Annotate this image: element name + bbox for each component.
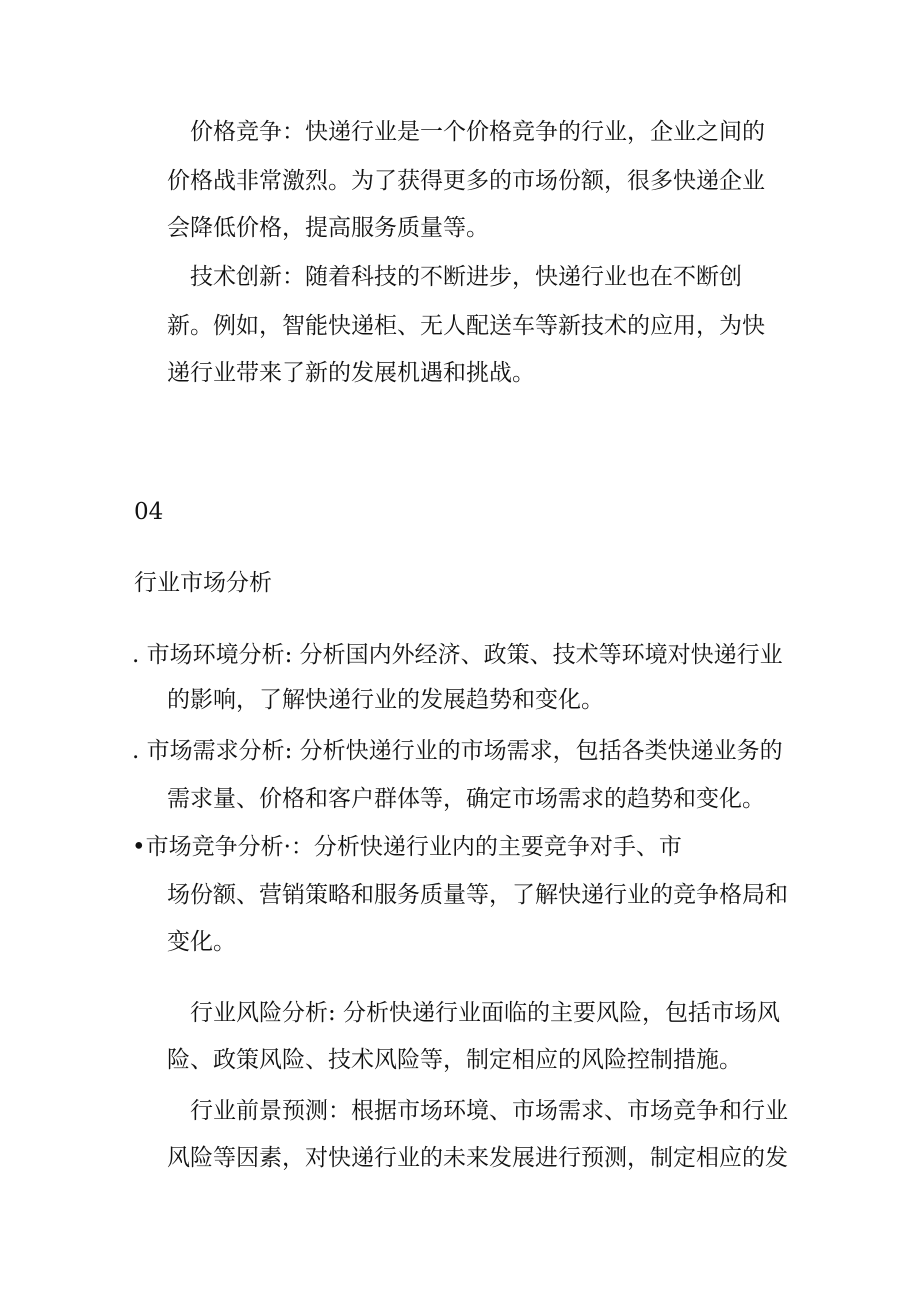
paragraph-line: 会降低价格，提高服务质量等。 — [167, 215, 489, 241]
paragraph-line: 价格战非常激烈。为了获得更多的市场份额，很多快递企业 — [167, 168, 765, 194]
paragraph-line: 行业前景预测：根据市场环境、市场需求、市场竞争和行业 — [190, 1098, 788, 1124]
paragraph-line: 行业风险分析: 分析快递行业面临的主要风险，包括市场风 — [190, 1000, 781, 1026]
section-number: 04 — [134, 499, 164, 525]
paragraph-line: 新。例如，智能快递柜、无人配送车等新技术的应用，为快 — [167, 313, 765, 339]
paragraph-line: 递行业带来了新的发展机遇和挑战。 — [167, 360, 535, 386]
paragraph-line: 技术创新：随着科技的不断进步，快递行业也在不断创 — [190, 264, 742, 290]
section-title: 行业市场分析 — [134, 570, 272, 596]
list-item-line: . 市场环境分析: 分析国内外经济、政策、技术等环境对快递行业 — [132, 642, 783, 668]
list-item-line: •市场竞争分析·：分析快递行业内的主要竞争对手、市 — [132, 834, 682, 860]
list-item-line: 场份额、营销策略和服务质量等，了解快递行业的竞争格局和 — [167, 882, 788, 908]
paragraph-line: 风险等因素，对快递行业的未来发展进行预测，制定相应的发 — [167, 1145, 788, 1171]
paragraph-line: 险、政策风险、技术风险等，制定相应的风险控制措施。 — [167, 1047, 742, 1073]
list-item-line: 变化。 — [167, 929, 236, 955]
list-item-line: 的影响，了解快递行业的发展趋势和变化。 — [167, 687, 604, 713]
paragraph-line: 价格竞争：快递行业是一个价格竞争的行业，企业之间的 — [190, 119, 765, 145]
list-item-line: 需求量、价格和客户群体等，确定市场需求的趋势和变化。 — [167, 786, 765, 812]
list-item-line: . 市场需求分析: 分析快递行业的市场需求，包括各类快递业务的 — [132, 738, 783, 764]
